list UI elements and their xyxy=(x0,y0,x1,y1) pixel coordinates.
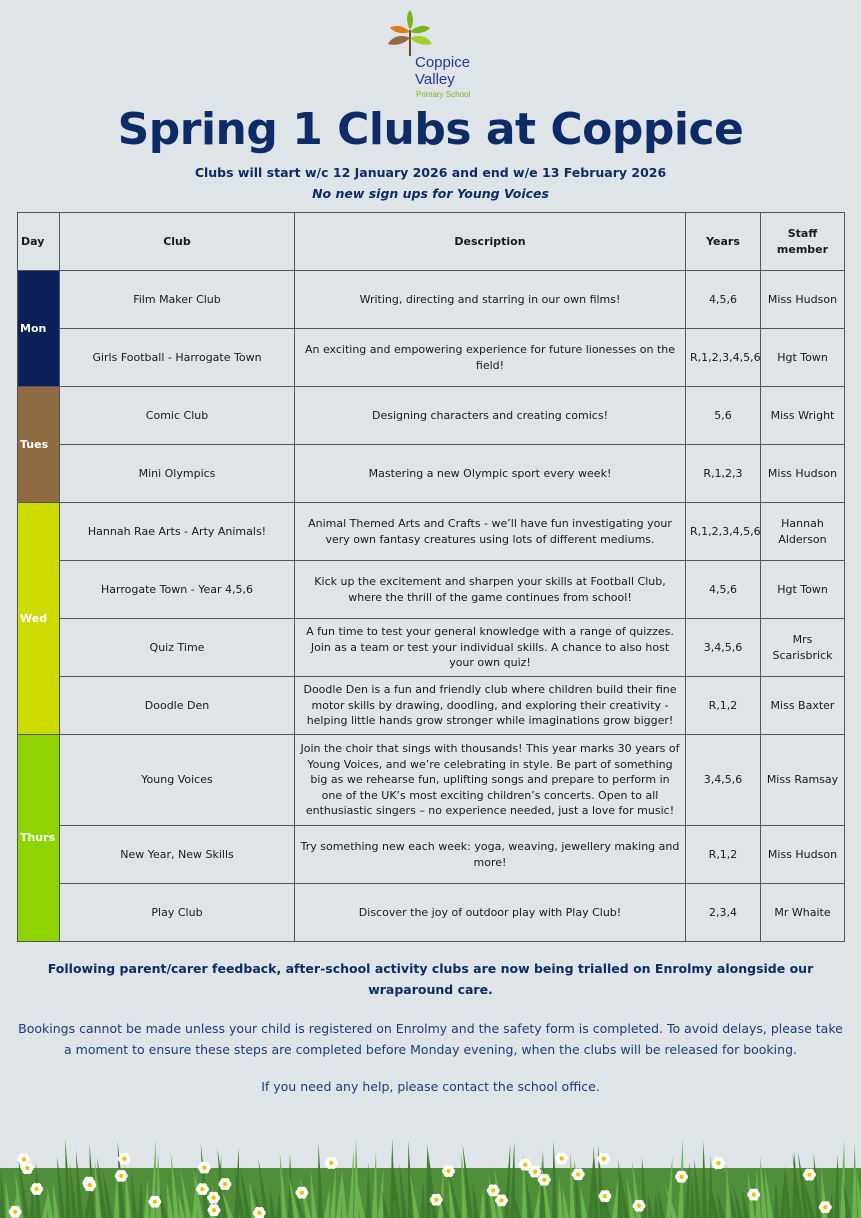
header-staff: Staff member xyxy=(761,213,845,271)
years-cell: R,1,2 xyxy=(686,677,761,735)
table-row xyxy=(18,677,845,735)
club-cell: Harrogate Town - Year 4,5,6 xyxy=(60,561,295,619)
staff-cell: Hgt Town xyxy=(761,329,845,387)
description-cell: A fun time to test your general knowledge with a range of quizzes. Join as a team or test your individual skills. A chance to also host your own quiz! xyxy=(295,619,686,677)
club-cell: Play Club xyxy=(60,884,295,942)
day-cell-mon: Mon xyxy=(18,271,60,387)
staff-cell: Miss Wright xyxy=(761,387,845,445)
club-cell: Mini Olympics xyxy=(60,445,295,503)
description-cell: Designing characters and creating comics! xyxy=(295,387,686,445)
grass-border-illustration xyxy=(0,1128,861,1218)
dates-subtitle: Clubs will start w/c 12 January 2026 and end w/e 13 February 2026 xyxy=(194,165,667,180)
table-header-row xyxy=(18,213,845,271)
daisy-icon xyxy=(555,1152,568,1164)
tree-logo-icon xyxy=(382,8,442,58)
day-cell-wed: Wed xyxy=(18,503,60,735)
years-cell: 4,5,6 xyxy=(686,561,761,619)
club-cell: Doodle Den xyxy=(60,677,295,735)
years-cell: R,1,2 xyxy=(686,826,761,884)
table-row xyxy=(18,329,845,387)
young-voices-notice: No new sign ups for Young Voices xyxy=(312,186,549,201)
staff-cell: Miss Hudson xyxy=(761,271,845,329)
school-logo xyxy=(382,8,482,102)
table-row xyxy=(18,619,845,677)
years-cell: R,1,2,3,4,5,6 xyxy=(686,503,761,561)
header-years: Years xyxy=(686,213,761,271)
daisy-icon xyxy=(325,1157,338,1169)
description-cell: Mastering a new Olympic sport every week! xyxy=(295,445,686,503)
staff-cell: Mrs Scarisbrick xyxy=(761,619,845,677)
years-cell: 5,6 xyxy=(686,387,761,445)
years-cell: 2,3,4 xyxy=(686,884,761,942)
club-cell: New Year, New Skills xyxy=(60,826,295,884)
staff-cell: Miss Hudson xyxy=(761,445,845,503)
years-cell: 4,5,6 xyxy=(686,271,761,329)
club-cell: Hannah Rae Arts - Arty Animals! xyxy=(60,503,295,561)
club-cell: Comic Club xyxy=(60,387,295,445)
header-description: Description xyxy=(295,213,686,271)
help-note: If you need any help, please contact the school office. xyxy=(261,1079,600,1094)
table-row xyxy=(18,445,845,503)
years-cell: 3,4,5,6 xyxy=(686,619,761,677)
description-cell: Writing, directing and starring in our own films! xyxy=(295,271,686,329)
description-cell: Try something new each week: yoga, weaving, jewellery making and more! xyxy=(295,826,686,884)
table-row xyxy=(18,735,845,826)
years-cell: R,1,2,3 xyxy=(686,445,761,503)
table-row xyxy=(18,503,845,561)
table-row xyxy=(18,271,845,329)
description-cell: Join the choir that sings with thousands! This year marks 30 years of Young Voices, and we’re celebrating in style. Be part of something big as we rehearse fun, uplifting songs and prepare to perform in one of the UK’s most exciting children’s concerts. Open to all enthusiastic singers – no experience needed, just a love for music! xyxy=(295,735,686,826)
description-cell: An exciting and empowering experience for future lionesses on the field! xyxy=(295,329,686,387)
club-cell: Girls Football - Harrogate Town xyxy=(60,329,295,387)
staff-cell: Mr Whaite xyxy=(761,884,845,942)
header-day: Day xyxy=(18,213,60,271)
description-cell: Kick up the excitement and sharpen your skills at Football Club, where the thrill of the game continues from school! xyxy=(295,561,686,619)
club-cell: Film Maker Club xyxy=(60,271,295,329)
logo-subtitle: Primary School xyxy=(416,90,471,99)
staff-cell: Miss Hudson xyxy=(761,826,845,884)
club-cell: Young Voices xyxy=(60,735,295,826)
years-cell: 3,4,5,6 xyxy=(686,735,761,826)
daisy-icon xyxy=(712,1157,725,1169)
club-cell: Quiz Time xyxy=(60,619,295,677)
table-row xyxy=(18,387,845,445)
staff-cell: Hannah Alderson xyxy=(761,503,845,561)
years-cell: R,1,2,3,4,5,6 xyxy=(686,329,761,387)
table-row xyxy=(18,826,845,884)
bookings-note: Bookings cannot be made unless your child is registered on Enrolmy and the safety form is completed. To avoid delays, please take a moment to ensure these steps are completed before Monday evening, when the clubs will be released for booking. xyxy=(18,1021,843,1057)
clubs-table xyxy=(17,212,845,942)
description-cell: Animal Themed Arts and Crafts - we’ll have fun investigating your very own fantasy creatures using lots of different mediums. xyxy=(295,503,686,561)
day-cell-thurs: Thurs xyxy=(18,735,60,942)
staff-cell: Miss Ramsay xyxy=(761,735,845,826)
feedback-note: Following parent/carer feedback, after-school activity clubs are now being trialled on Enrolmy alongside our wraparound care. xyxy=(47,961,814,997)
table-row xyxy=(18,884,845,942)
day-cell-tues: Tues xyxy=(18,387,60,503)
page-title: Spring 1 Clubs at Coppice xyxy=(117,104,744,155)
logo-name: Coppice Valley xyxy=(415,54,471,88)
staff-cell: Hgt Town xyxy=(761,561,845,619)
staff-cell: Miss Baxter xyxy=(761,677,845,735)
header-club: Club xyxy=(60,213,295,271)
description-cell: Doodle Den is a fun and friendly club where children build their fine motor skills by drawing, doodling, and exploring their creativity - helping little hands grow stronger while imaginations grow bigger! xyxy=(295,677,686,735)
description-cell: Discover the joy of outdoor play with Play Club! xyxy=(295,884,686,942)
table-row xyxy=(18,561,845,619)
